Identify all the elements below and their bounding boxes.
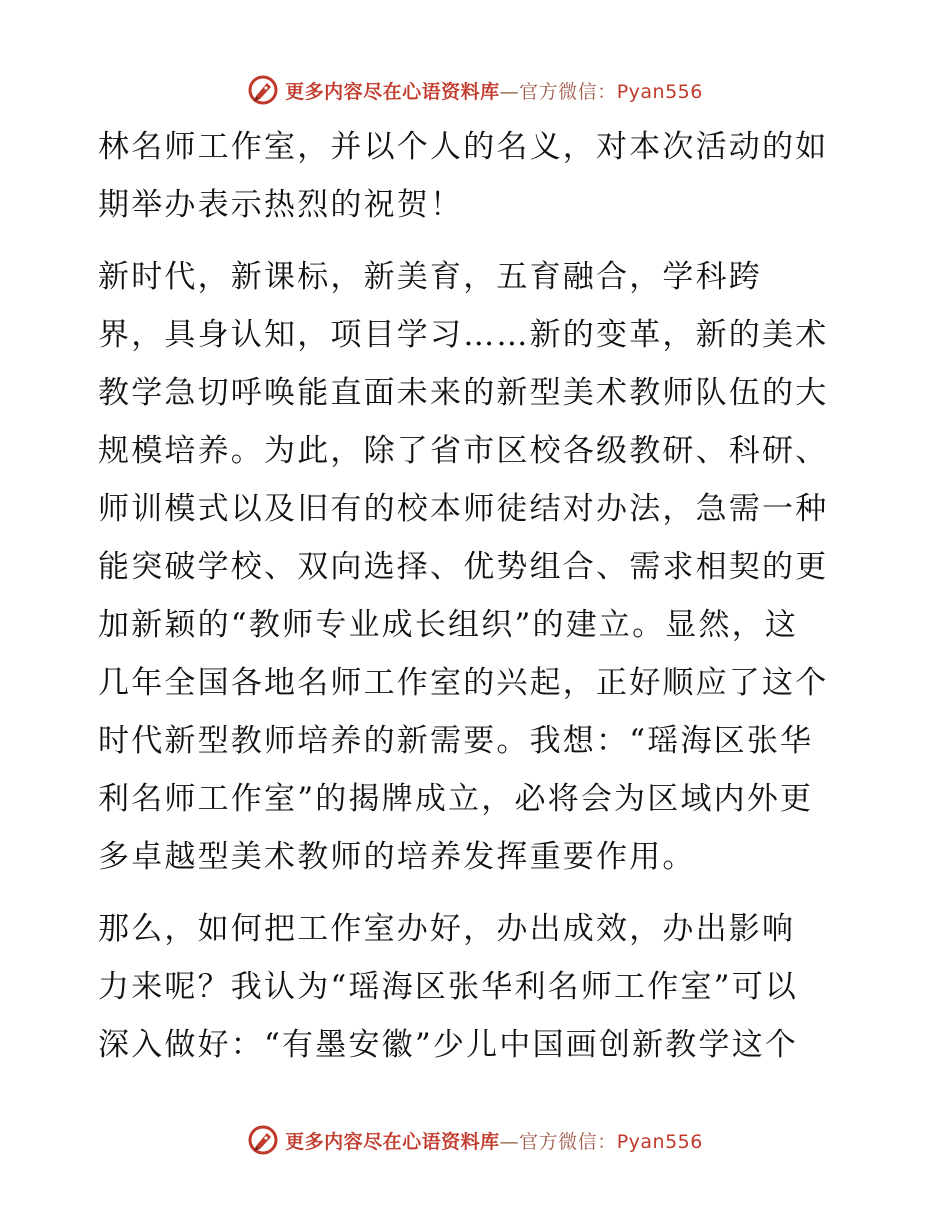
footer-banner-inner — [247, 1124, 703, 1156]
header-wechat-id: Pyan556 — [616, 80, 703, 103]
header-wechat-label: 官方微信： — [519, 80, 617, 103]
text-line: 新时代，新课标，新美育，五育融合，学科跨 — [98, 259, 762, 295]
header-banner — [0, 70, 950, 110]
footer-wechat-id: Pyan556 — [616, 1130, 703, 1153]
text-line: 规模培养。为此，除了省市区校各级教研、科研、 — [98, 433, 829, 469]
text-line: 界，具身认知，项目学习……新的变革，新的美术 — [98, 317, 829, 353]
paragraph-1 — [98, 118, 858, 234]
header-separator: — — [499, 80, 520, 103]
text-line: 多卓越型美术教师的培养发挥重要作用。 — [98, 839, 696, 875]
text-line: 力来呢？我认为“瑶海区张华利名师工作室”可以 — [98, 969, 799, 1005]
text-line: 利名师工作室”的揭牌成立，必将会为区域内外更 — [98, 781, 814, 817]
text-line: 那么，如何把工作室办好，办出成效，办出影响 — [98, 911, 796, 947]
pen-logo-icon — [247, 1124, 279, 1156]
header-site-text: 更多内容尽在心语资料库 — [285, 80, 500, 103]
text-line: 教学急切呼唤能直面未来的新型美术教师队伍的大 — [98, 375, 829, 411]
text-line: 林名师工作室，并以个人的名义，对本次活动的如 — [98, 129, 829, 165]
text-line: 加新颖的“教师专业成长组织”的建立。显然，这 — [98, 607, 799, 643]
text-line: 能突破学校、双向选择、优势组合、需求相契的更 — [98, 549, 829, 585]
footer-site-text: 更多内容尽在心语资料库 — [285, 1130, 500, 1153]
header-banner-inner — [247, 74, 703, 106]
footer-banner-text — [285, 1127, 703, 1154]
footer-separator: — — [499, 1130, 520, 1153]
paragraph-3 — [98, 900, 858, 1074]
paragraph-2 — [98, 248, 858, 886]
text-line: 期举办表示热烈的祝贺！ — [98, 187, 464, 223]
text-line: 时代新型教师培养的新需要。我想：“瑶海区张华 — [98, 723, 814, 759]
document-body — [98, 118, 858, 1074]
header-banner-text — [285, 77, 703, 104]
text-line: 师训模式以及旧有的校本师徒结对办法，急需一种 — [98, 491, 829, 527]
text-line: 深入做好：“有墨安徽”少儿中国画创新教学这个 — [98, 1027, 799, 1063]
footer-wechat-label: 官方微信： — [519, 1130, 617, 1153]
footer-banner — [0, 1120, 950, 1160]
pen-logo-icon — [247, 74, 279, 106]
text-line: 几年全国各地名师工作室的兴起，正好顺应了这个 — [98, 665, 829, 701]
